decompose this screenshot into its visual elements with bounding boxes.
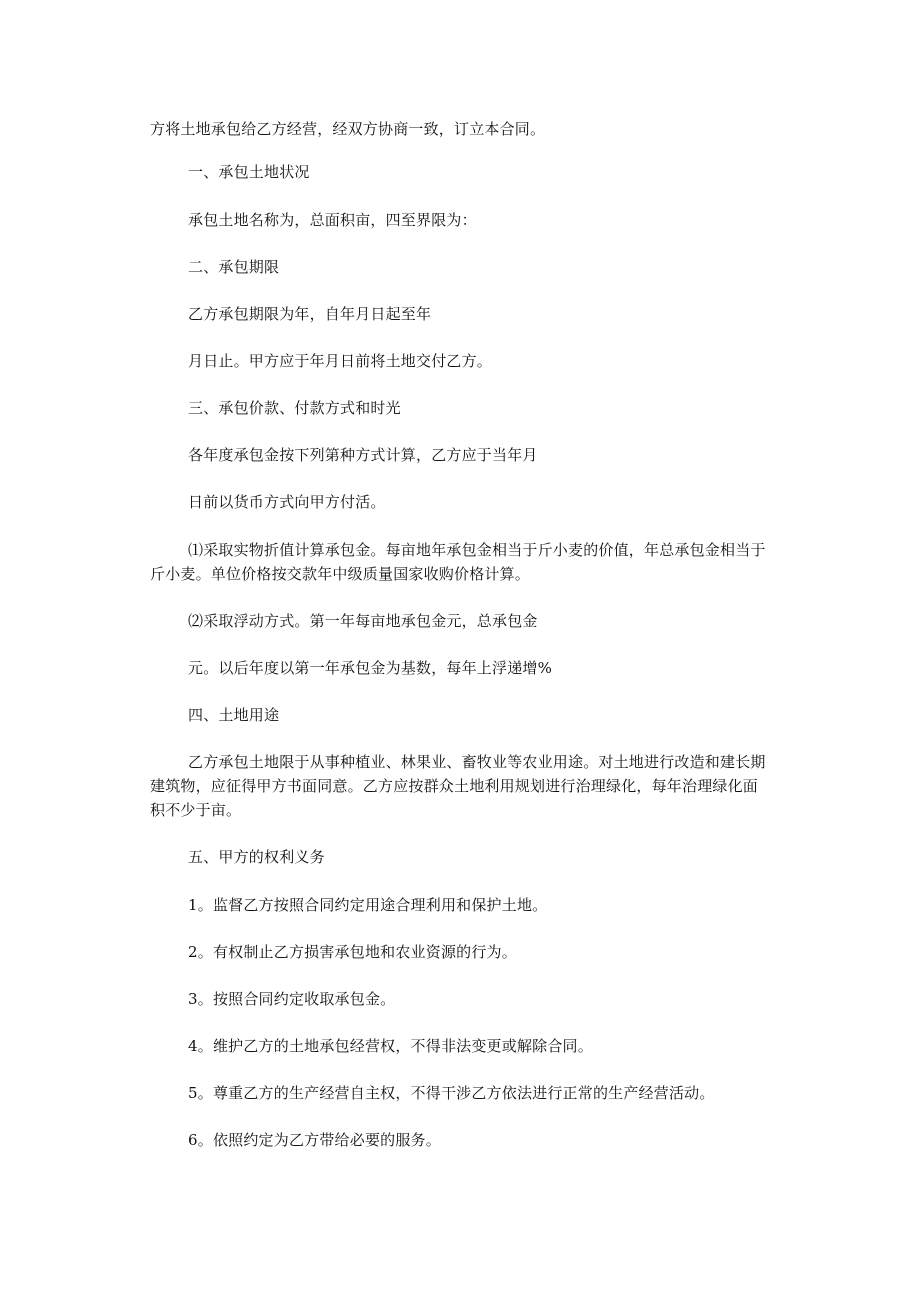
paragraph-land-use: 乙方承包土地限于从事种植业、林果业、畜牧业等农业用途。对土地进行改造和建长期建筑物，应征得甲方书面同意。乙方应按群众土地利用规划进行治理绿化，每年治理绿化面积不少于亩。 (150, 753, 766, 819)
list-item-5: 5。尊重乙方的生产经营自主权，不得干涉乙方依法进行正常的生产经营活动。 (188, 1084, 715, 1102)
paragraph-method-2-cont: 元。以后年度以第一年承包金为基数，每年上浮递增% (188, 659, 553, 677)
list-item-3: 3。按照合同约定收取承包金。 (188, 990, 396, 1008)
paragraph-land-name: 承包土地名称为，总面积亩，四至界限为： (188, 211, 477, 229)
list-item-2: 2。有权制止乙方损害承包地和农业资源的行为。 (188, 943, 517, 961)
heading-section-4: 四、土地用途 (188, 706, 280, 724)
list-item-4: 4。维护乙方的土地承包经营权，不得非法变更或解除合同。 (188, 1037, 593, 1055)
paragraph-method-1: ⑴采取实物折值计算承包金。每亩地年承包金相当于斤小麦的价值，年总承包金相当于斤小麦。单位价格按交款年中级质量国家收购价格计算。 (150, 541, 766, 583)
list-item-6: 6。依照约定为乙方带给必要的服务。 (188, 1131, 441, 1149)
paragraph-term-1: 乙方承包期限为年，自年月日起至年 (188, 305, 432, 323)
paragraph-method-2: ⑵采取浮动方式。第一年每亩地承包金元，总承包金 (188, 612, 538, 630)
list-item-1: 1。监督乙方按照合同约定用途合理利用和保护土地。 (188, 896, 548, 914)
paragraph-term-2: 月日止。甲方应于年月日前将土地交付乙方。 (188, 352, 493, 370)
heading-section-3: 三、承包价款、付款方式和时光 (188, 399, 401, 417)
heading-section-1: 一、承包土地状况 (188, 163, 310, 181)
paragraph-payment-1: 各年度承包金按下列第种方式计算，乙方应于当年月 (188, 446, 538, 464)
paragraph-intro: 方将土地承包给乙方经营，经双方协商一致，订立本合同。 (150, 120, 546, 138)
paragraph-payment-2: 日前以货币方式向甲方付活。 (188, 493, 386, 511)
heading-section-2: 二、承包期限 (188, 258, 280, 276)
heading-section-5: 五、甲方的权利义务 (188, 848, 325, 866)
